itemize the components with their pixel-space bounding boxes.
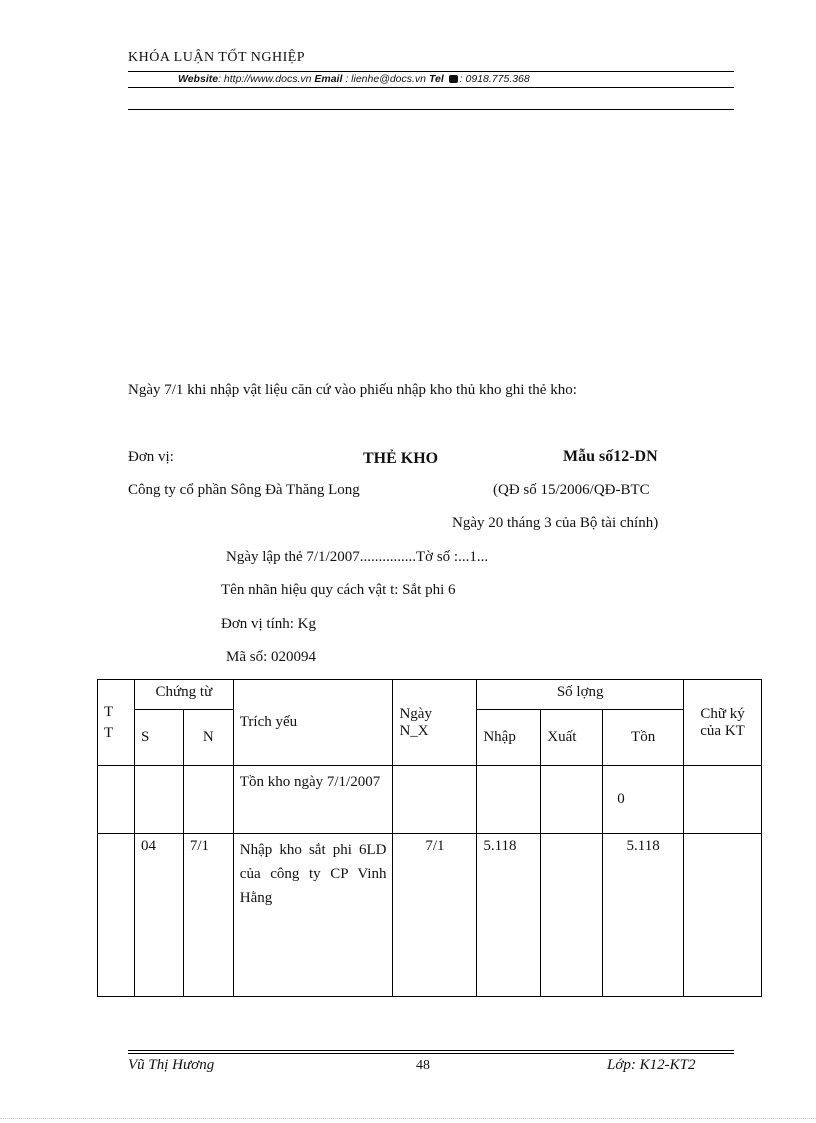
header-nhap: Nhập	[477, 710, 541, 766]
footer-author: Vũ Thị Hương	[128, 1057, 215, 1073]
unit-label: Đơn vị:	[128, 449, 174, 465]
cell-trich-yeu: Tồn kho ngày 7/1/2007	[233, 766, 393, 834]
decision-number: (QĐ số 15/2006/QĐ-BTC	[493, 482, 650, 498]
table-row	[98, 766, 762, 834]
intro-text: Ngày 7/1 khi nhập vật liệu căn cứ vào phiếu nhập kho thủ kho ghi thẻ kho:	[128, 382, 577, 398]
email-label: Email	[314, 73, 343, 85]
header-xuat: Xuất	[541, 710, 603, 766]
page-number: 48	[416, 1058, 430, 1073]
footer-class: Lớp: K12-KT2	[607, 1057, 696, 1073]
cell-ton: 5.118	[603, 834, 684, 997]
header-s: S	[134, 710, 183, 766]
header-tt: T T	[98, 680, 135, 766]
header-trich-yeu: Trích yếu	[233, 680, 393, 766]
header-ngay-nx: Ngày N_X	[393, 680, 477, 766]
header-chu-ky: Chữ ký của KT	[684, 680, 762, 766]
form-number: Mẫu số12-DN	[563, 448, 658, 465]
header-so-luong: Số lợng	[477, 680, 684, 710]
cell-s	[134, 766, 183, 834]
phone-icon	[449, 75, 458, 83]
tel-value: : 0918.775.368	[459, 73, 530, 85]
website-value: : http://www.docs.vn	[218, 73, 312, 85]
page-edge-divider	[0, 1118, 816, 1119]
footer-rule-top	[128, 1050, 734, 1051]
decision-date: Ngày 20 tháng 3 của Bộ tài chính)	[452, 515, 659, 531]
cell-tt	[98, 766, 135, 834]
footer-rule-bottom	[128, 1053, 734, 1054]
cell-ton: 0	[603, 766, 684, 834]
item-code: Mã số: 020094	[226, 649, 316, 665]
cell-ngay	[393, 766, 477, 834]
cell-n	[183, 766, 233, 834]
item-name: Tên nhãn hiệu quy cách vật t: Sắt phi 6	[221, 582, 456, 598]
header-chung-tu: Chứng từ	[134, 680, 233, 710]
stock-card-table	[97, 679, 762, 997]
header-contact-line	[178, 73, 530, 85]
cell-s: 04	[134, 834, 183, 997]
header-n: N	[183, 710, 233, 766]
cell-xuat	[541, 834, 603, 997]
tel-label: Tel	[428, 73, 444, 85]
header-title: KHÓA LUẬN TỐT NGHIỆP	[128, 50, 306, 65]
website-label: Website	[178, 73, 219, 85]
cell-tt	[98, 834, 135, 997]
cell-trich-yeu: Nhập kho sắt phi 6LD của công ty CP Vinh Hằng	[233, 834, 393, 997]
header-ton: Tồn	[603, 710, 684, 766]
card-title: THẺ KHO	[363, 450, 439, 467]
cell-chu-ky	[684, 766, 762, 834]
cell-xuat	[541, 766, 603, 834]
cell-n: 7/1	[183, 834, 233, 997]
email-value: : lienhe@docs.vn	[345, 73, 427, 85]
card-date-line: Ngày lập thẻ 7/1/2007...............Tờ số :...1...	[226, 549, 489, 565]
cell-nhap: 5.118	[477, 834, 541, 997]
header-rule-top	[128, 71, 734, 72]
header-rule-bottom	[128, 109, 734, 110]
cell-chu-ky	[684, 834, 762, 997]
header-rule-middle	[128, 87, 734, 88]
table-row	[98, 834, 762, 997]
cell-ngay: 7/1	[393, 834, 477, 997]
unit-of-measure: Đơn vị tính: Kg	[221, 616, 317, 632]
company-name: Công ty cổ phần Sông Đà Thăng Long	[128, 482, 360, 498]
cell-nhap	[477, 766, 541, 834]
